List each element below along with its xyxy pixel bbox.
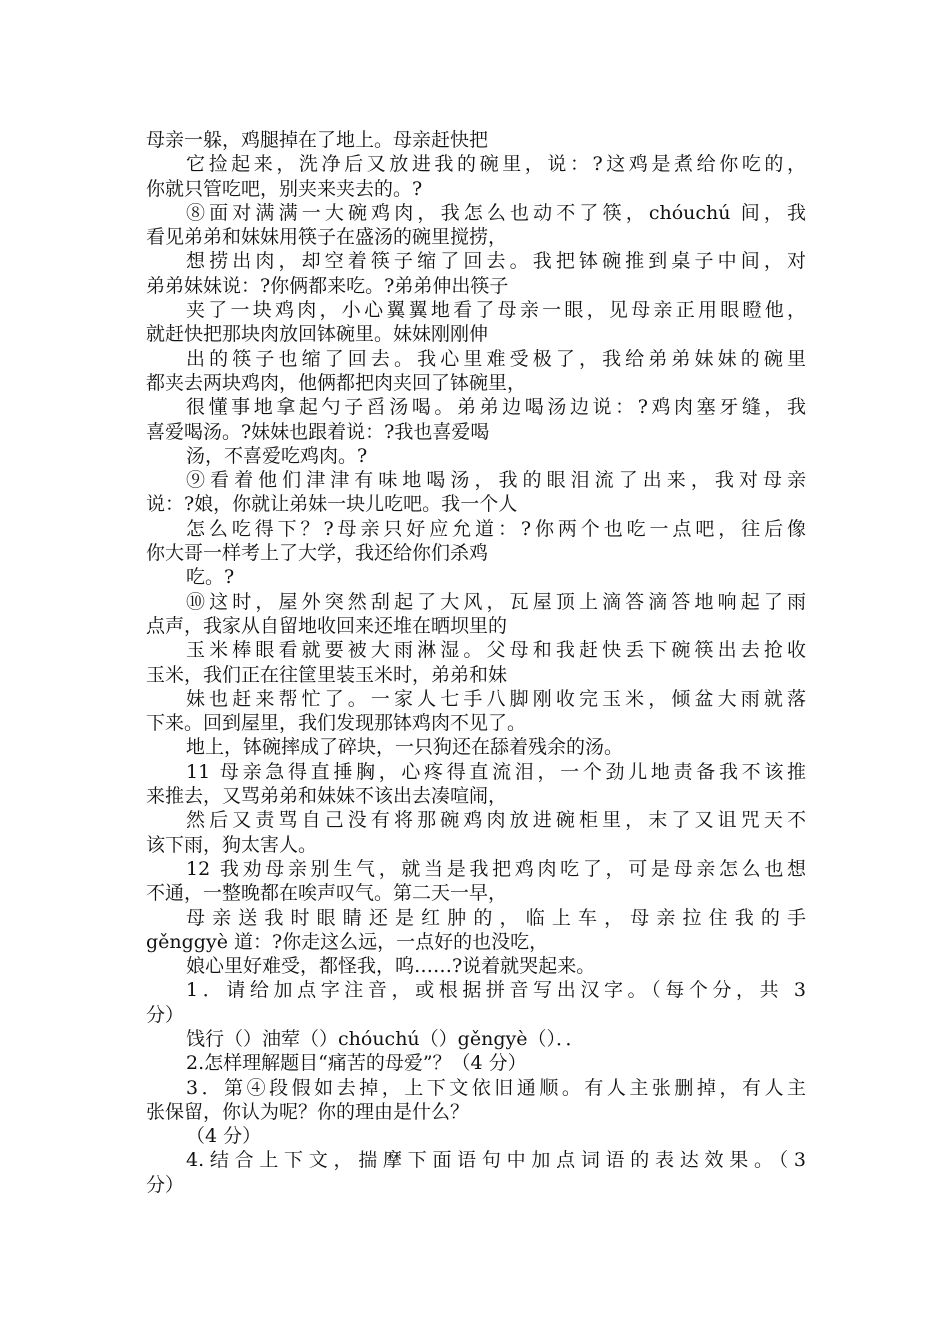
text-line: 玉米，我们正在往筐里装玉米时，弟弟和妹 xyxy=(146,663,508,686)
text-line: 你就只管吃吧，别夹来夹去的。? xyxy=(146,177,423,200)
text-line: 弟弟妹妹说：?你俩都来吃。?弟弟伸出筷子 xyxy=(146,274,509,297)
text-line: 想捞出肉，却空着筷子缩了回去。我把钵碗推到桌子中间，对 xyxy=(186,250,806,273)
text-line: 分） xyxy=(146,1173,185,1196)
text-line: 2.怎样理解题目“痛苦的母爱”？（4 分） xyxy=(186,1052,527,1075)
text-line: 下来。回到屋里，我们发现那钵鸡肉不见了。 xyxy=(146,712,527,735)
text-line: ⑩这时，屋外突然刮起了大风，瓦屋顶上滴答滴答地响起了雨 xyxy=(186,590,806,613)
text-line: 分） xyxy=(146,1003,185,1026)
text-line: gěnggyè 道：?你走这么远，一点好的也没吃， xyxy=(146,930,549,953)
text-line: 怎么吃得下？?母亲只好应允道：?你两个也吃一点吧，往后像 xyxy=(186,517,806,540)
text-line: 说：?娘，你就让弟妹一块儿吃吧。我一个人 xyxy=(146,493,518,516)
text-line: 12 我劝母亲别生气，就当是我把鸡肉吃了，可是母亲怎么也想 xyxy=(186,857,806,880)
document-body xyxy=(146,128,806,1197)
text-line: 母亲一躲，鸡腿掉在了地上。母亲赶快把 xyxy=(146,129,489,151)
text-line: 11 母亲急得直捶胸，心疼得直流泪，一个劲儿地责备我不该推 xyxy=(186,760,806,783)
text-line: 看见弟弟和妹妹用筷子在盛汤的碗里搅捞， xyxy=(146,226,508,249)
text-line: 4.结合上下文，揣摩下面语句中加点词语的表达效果。（3 xyxy=(186,1149,806,1172)
text-line: 很懂事地拿起勺子舀汤喝。弟弟边喝汤边说：?鸡肉塞牙缝，我 xyxy=(186,396,806,419)
text-line: 1．请给加点字注音，或根据拼音写出汉字。（每个分，共 3 xyxy=(186,979,806,1002)
text-line: 不通，一整晚都在唉声叹气。第二天一早， xyxy=(146,882,508,905)
text-line: 该下雨，狗太害人。 xyxy=(146,833,318,856)
text-line: 饯行（）油荤（）chóuchú（）gěngyè（）．． xyxy=(186,1027,585,1050)
text-line: 地上，钵碗摔成了碎块，一只狗还在舔着残余的汤。 xyxy=(186,736,624,759)
text-line: 都夹去两块鸡肉，他俩都把肉夹回了钵碗里， xyxy=(146,371,527,394)
text-line: 出的筷子也缩了回去。我心里难受极了，我给弟弟妹妹的碗里 xyxy=(186,347,806,370)
text-line: （4 分） xyxy=(186,1125,262,1148)
text-line: 它捡起来，洗净后又放进我的碗里，说：?这鸡是煮给你吃的， xyxy=(186,153,806,176)
text-line: 吃。? xyxy=(186,566,235,589)
text-line: ⑨看着他们津津有味地喝汤，我的眼泪流了出来，我对母亲 xyxy=(186,469,806,492)
text-line: 喜爱喝汤。?妹妹也跟着说：?我也喜爱喝 xyxy=(146,420,490,443)
text-line: 然后又责骂自己没有将那碗鸡肉放进碗柜里，末了又诅咒天不 xyxy=(186,809,806,832)
text-line: 玉米棒眼看就要被大雨淋湿。父母和我赶快丢下碗筷出去抢收 xyxy=(186,639,806,662)
text-line: 来推去，又骂弟弟和妹妹不该出去凑喧闹， xyxy=(146,785,508,808)
text-line: 3．第④段假如去掉，上下文依旧通顺。有人主张删掉，有人主 xyxy=(186,1076,806,1099)
text-line: 就赶快把那块肉放回钵碗里。妹妹刚刚伸 xyxy=(146,323,489,346)
text-line: 妹也赶来帮忙了。一家人七手八脚刚收完玉米，倾盆大雨就落 xyxy=(186,687,806,710)
text-line: 你大哥一样考上了大学，我还给你们杀鸡 xyxy=(146,542,489,565)
text-line: 娘心里好难受，都怪我，呜……?说着就哭起来。 xyxy=(186,955,596,978)
text-line: 夹了一块鸡肉，小心翼翼地看了母亲一眼，见母亲正用眼瞪他， xyxy=(186,299,806,322)
text-line: ⑧面对满满一大碗鸡肉，我怎么也动不了筷，chóuchú 间，我 xyxy=(186,201,806,224)
text-line: 汤，不喜爱吃鸡肉。? xyxy=(186,444,368,467)
text-line: 张保留，你认为呢？你的理由是什么？ xyxy=(146,1100,470,1123)
text-line: 母亲送我时眼睛还是红肿的，临上车，母亲拉住我的手 xyxy=(186,906,806,929)
text-line: 点声，我家从自留地收回来还堆在晒坝里的 xyxy=(146,614,508,637)
